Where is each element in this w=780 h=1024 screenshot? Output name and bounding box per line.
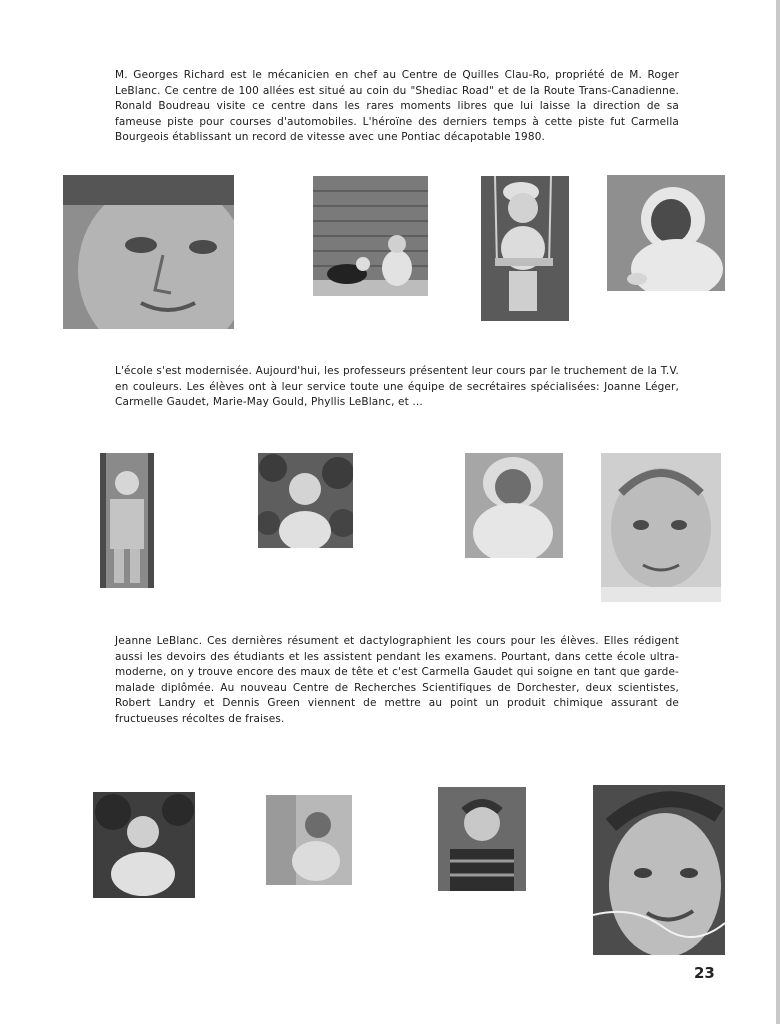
photo-row3-4 bbox=[593, 785, 725, 955]
baby-with-dog-image bbox=[313, 176, 428, 296]
baby-in-lace-bonnet-image bbox=[465, 453, 563, 558]
smiling-baby-portrait-image bbox=[601, 453, 721, 602]
photo-row3-2 bbox=[266, 795, 352, 885]
girl-in-doorway-image bbox=[100, 453, 154, 588]
photo-row2-1 bbox=[100, 453, 154, 588]
photo-row1-4 bbox=[607, 175, 725, 291]
photo-row1-3 bbox=[481, 176, 569, 321]
paragraph-2: L'école s'est modernisée. Aujourd'hui, les professeurs présentent leur cours par le truchement de la T.V. en couleurs. Les élèves ont à leur service toute une équipe de secrétaires spécialisées: Joanne Léger, Carmelle Gaudet, Marie-May Gould, Phyllis LeBlanc, et ... bbox=[115, 365, 679, 409]
page-number: 23 bbox=[694, 964, 715, 982]
toddler-in-high-chair-image bbox=[266, 795, 352, 885]
toddler-in-foliage-image bbox=[258, 453, 353, 548]
paragraph-1: M. Georges Richard est le mécanicien en chef au Centre de Quilles Clau-Ro, propriété de M. Roger LeBlanc. Ce centre de 100 allées est situé au coin du "Shediac Road" et de la Route Trans-Canadienne. Ronald Boudreau visite ce centre dans les rares moments libres que lui laisse la direction de sa fameuse piste pour courses d'automobiles. L'héroïne des derniers temps à cette piste fut Carmella Bourgeois établissant un record de vitesse avec une Pontiac décapotable 1980. bbox=[115, 69, 679, 144]
smiling-boy-portrait-image bbox=[593, 785, 725, 955]
photo-row3-3 bbox=[438, 787, 526, 891]
photo-row2-2 bbox=[258, 453, 353, 548]
paragraph-3: Jeanne LeBlanc. Ces dernières résument et dactylographient les cours pour les élèves. Elles rédigent aussi les devoirs des étudiants et les assistent pendant les examens. Pourtant, dans cette école ultra-moderne, on y trouve encore des maux de tête et c'est Carmella Gaudet qui soigne en tant que garde-malade diplômée. Au nouveau Centre de Recherches Scientifiques de Dorchester, deux scientistes, Robert Landry et Dennis Green viennent de mettre au point un produit chimique assurant de fructueuses récoltes de fraises. bbox=[115, 635, 679, 725]
photo-row1-1 bbox=[63, 175, 234, 329]
baby-in-bonnet-image bbox=[607, 175, 725, 291]
photo-row1-2 bbox=[313, 176, 428, 296]
girl-seated-outdoors-image bbox=[93, 792, 195, 898]
boy-striped-sweater-image bbox=[438, 787, 526, 891]
boy-portrait-image bbox=[63, 175, 234, 329]
page-edge bbox=[776, 0, 780, 1024]
baby-in-swing-image bbox=[481, 176, 569, 321]
photo-row2-3 bbox=[465, 453, 563, 558]
photo-row2-4 bbox=[601, 453, 721, 602]
photo-row3-1 bbox=[93, 792, 195, 898]
